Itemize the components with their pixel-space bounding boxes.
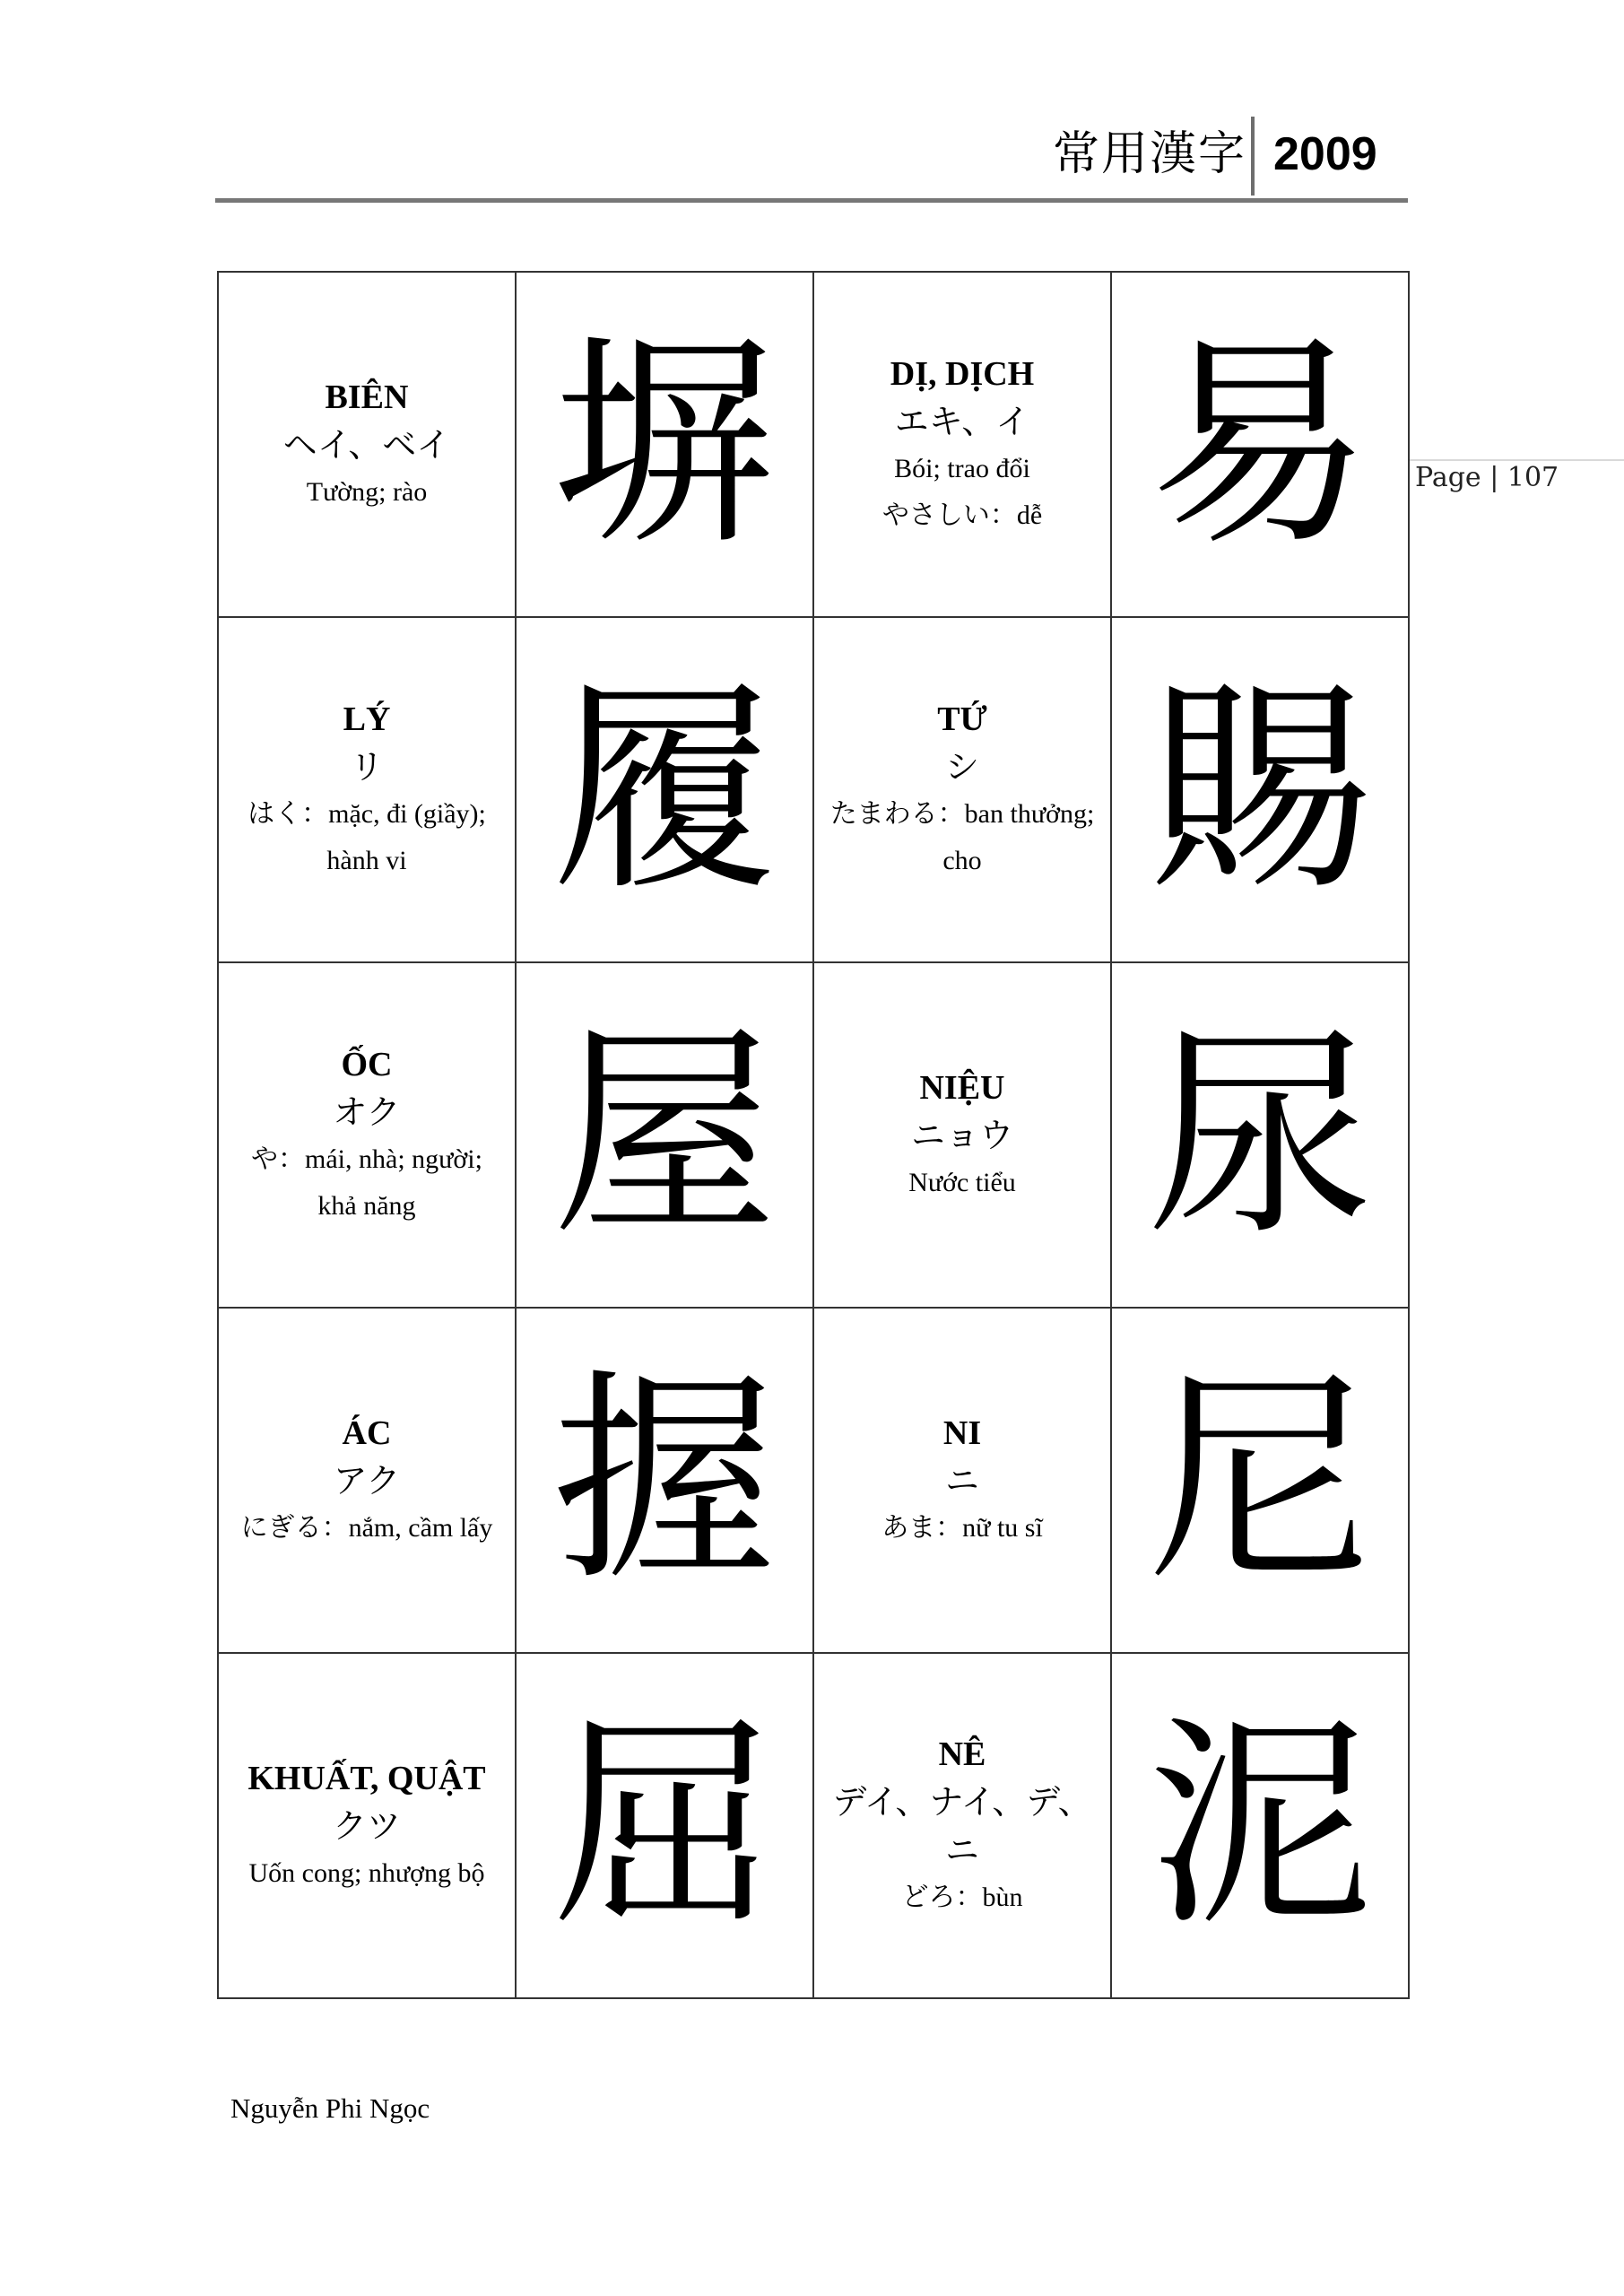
onyomi-kana: オク bbox=[333, 1091, 401, 1132]
onyomi-kana: ニ bbox=[944, 1460, 979, 1500]
kanji-character: 易 bbox=[1148, 313, 1372, 575]
sino-vietnamese-reading: KHUẤT, QUẬT bbox=[248, 1759, 486, 1797]
sino-vietnamese-reading: NI bbox=[942, 1413, 982, 1452]
sino-vietnamese-reading: DỊ, DỊCH bbox=[890, 354, 1035, 393]
entry-info-cell bbox=[219, 963, 517, 1309]
meaning-line: khả năng bbox=[317, 1190, 416, 1221]
meaning-line: Nước tiểu bbox=[908, 1167, 1016, 1197]
kanji-character: 屈 bbox=[552, 1694, 777, 1956]
kanji-cell bbox=[517, 1309, 814, 1654]
sino-vietnamese-reading: LÝ bbox=[343, 700, 391, 738]
sino-vietnamese-reading: ÁC bbox=[342, 1413, 392, 1452]
meaning-line: どろ：bùn bbox=[901, 1882, 1023, 1912]
sino-vietnamese-reading: ỐC bbox=[341, 1045, 393, 1083]
kanji-table bbox=[217, 271, 1410, 1999]
sino-vietnamese-reading: NÊ bbox=[938, 1735, 986, 1773]
entry-info-cell bbox=[814, 1309, 1112, 1654]
kanji-cell bbox=[517, 618, 814, 963]
entry-info-cell bbox=[814, 273, 1112, 618]
entry-info-cell bbox=[219, 618, 517, 963]
kanji-character: 履 bbox=[552, 658, 777, 920]
kanji-cell bbox=[517, 963, 814, 1309]
kanji-character: 泥 bbox=[1148, 1694, 1372, 1956]
meaning-line: や：mái, nhà; người; bbox=[251, 1144, 482, 1174]
kanji-character: 塀 bbox=[552, 313, 777, 575]
meaning-line: Uốn cong; nhượng bộ bbox=[248, 1857, 485, 1888]
kanji-cell bbox=[517, 1654, 814, 1999]
meaning-line: あま：nữ tu sĩ bbox=[881, 1512, 1043, 1543]
entry-info-cell bbox=[219, 273, 517, 618]
kanji-character: 握 bbox=[552, 1349, 777, 1611]
onyomi-kana: リ bbox=[349, 746, 384, 787]
meaning-line: Bói; trao đổi bbox=[894, 453, 1030, 483]
onyomi-kana: デイ、ナイ、デ、 ニ bbox=[832, 1781, 1092, 1870]
onyomi-kana: エキ、イ bbox=[894, 401, 1030, 441]
kanji-character: 賜 bbox=[1148, 658, 1372, 920]
page-number-rule bbox=[1410, 459, 1624, 461]
onyomi-kana: クツ bbox=[332, 1805, 401, 1846]
entry-info-cell bbox=[814, 618, 1112, 963]
meaning-line: cho bbox=[942, 845, 982, 875]
kanji-character: 尼 bbox=[1148, 1349, 1372, 1611]
kanji-cell bbox=[517, 273, 814, 618]
kanji-cell bbox=[1112, 273, 1410, 618]
header-rule bbox=[215, 198, 1408, 203]
page-number: Page | 107 bbox=[1415, 462, 1559, 493]
onyomi-kana: アク bbox=[333, 1460, 401, 1500]
kanji-cell bbox=[1112, 1309, 1410, 1654]
entry-info-cell bbox=[219, 1309, 517, 1654]
onyomi-kana: ニョウ bbox=[910, 1115, 1013, 1155]
onyomi-kana: ヘイ、ベイ bbox=[282, 424, 451, 465]
meaning-line: hành vi bbox=[326, 845, 407, 875]
header-divider bbox=[1251, 117, 1255, 196]
kanji-cell bbox=[1112, 963, 1410, 1309]
meaning-line: やさしい：dễ bbox=[881, 500, 1043, 530]
sino-vietnamese-reading: NIỆU bbox=[919, 1068, 1005, 1107]
kanji-cell bbox=[1112, 618, 1410, 963]
header-year: 2009 bbox=[1273, 128, 1377, 180]
entry-info-cell bbox=[814, 963, 1112, 1309]
sino-vietnamese-reading: BIÊN bbox=[325, 378, 409, 416]
meaning-line: にぎる：nắm, cầm lấy bbox=[240, 1512, 493, 1543]
entry-info-cell bbox=[219, 1654, 517, 1999]
footer-author: Nguyễn Phi Ngọc bbox=[230, 2092, 430, 2124]
meaning-line: たまわる：ban thưởng; bbox=[829, 798, 1095, 829]
onyomi-kana: シ bbox=[944, 746, 979, 787]
meaning-line: Tường; rào bbox=[306, 476, 428, 507]
kanji-character: 尿 bbox=[1148, 1004, 1372, 1265]
kanji-cell bbox=[1112, 1654, 1410, 1999]
header-title: 常用漢字 bbox=[1052, 127, 1246, 181]
entry-info-cell bbox=[814, 1654, 1112, 1999]
page-header bbox=[215, 112, 1408, 202]
meaning-line: はく：mặc, đi (giầy); bbox=[248, 798, 486, 829]
sino-vietnamese-reading: TỨ bbox=[937, 700, 987, 738]
kanji-character: 屋 bbox=[552, 1004, 777, 1265]
